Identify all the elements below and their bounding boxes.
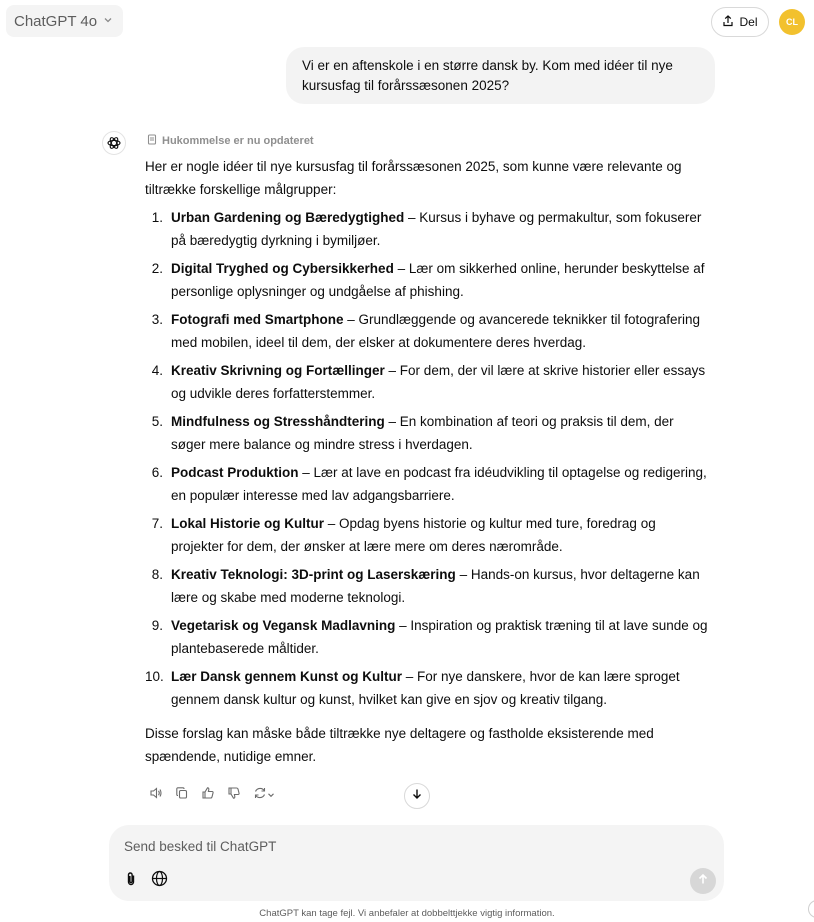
list-number: 10.: [145, 669, 164, 684]
copy-icon: [175, 786, 189, 805]
assistant-message: [145, 156, 710, 768]
list-number: 5.: [151, 414, 163, 429]
regenerate-button[interactable]: [249, 785, 279, 805]
memory-updated-note[interactable]: [147, 134, 314, 148]
message-input-placeholder[interactable]: Send besked til ChatGPT: [124, 839, 277, 854]
item-description: – For nye danskere, hvor de kan lære sproget gennem dansk kultur og kunst, hvilket kan give en sjov og kreativ tilgang.: [171, 669, 680, 707]
share-button[interactable]: [711, 7, 769, 37]
chevron-down-icon: [103, 15, 113, 28]
list-item: [145, 258, 710, 303]
list-number: 8.: [151, 567, 163, 582]
read-aloud-button[interactable]: [145, 785, 167, 805]
share-label: Del: [739, 15, 758, 29]
scroll-to-bottom-button[interactable]: [404, 783, 430, 809]
item-title: Mindfulness og Stresshåndtering: [171, 414, 385, 429]
list-item: [145, 666, 710, 711]
list-number: 3.: [151, 312, 163, 327]
message-composer[interactable]: [109, 825, 724, 901]
list-item: [145, 411, 710, 456]
model-selector[interactable]: [6, 5, 123, 37]
item-description: – Opdag byens historie og kultur med ture, foredrag og projekter for dem, der ønsker at lære mere om deres nærområde.: [171, 516, 656, 554]
item-title: Urban Gardening og Bæredygtighed: [171, 210, 405, 225]
arrow-down-icon: [411, 787, 423, 805]
item-description: – Lær om sikkerhed online, herunder beskyttelse af personlige oplysninger og undgåelse af phishing.: [171, 261, 705, 299]
list-item: [145, 462, 710, 507]
item-description: – Lær at lave en podcast fra idéudvikling til optagelse og redigering, en populær interesse med lav adgangsbarriere.: [171, 465, 707, 503]
list-item: [145, 513, 710, 558]
share-icon: [722, 15, 734, 30]
list-item: [145, 360, 710, 405]
thumbs-down-button[interactable]: [223, 785, 245, 805]
item-description: – Inspiration og praktisk træning til at lave sunde og plantebaserede måltider.: [171, 618, 708, 656]
list-number: 2.: [151, 261, 163, 276]
paperclip-icon: [123, 871, 139, 892]
arrow-up-icon: [697, 872, 709, 890]
message-actions: [145, 785, 279, 805]
thumbs-down-icon: [227, 786, 241, 805]
list-number: 9.: [151, 618, 163, 633]
item-title: Vegetarisk og Vegansk Madlavning: [171, 618, 396, 633]
answer-outro: Disse forslag kan måske både tiltrække nye deltagere og fastholde eksisterende med spændende, nutidige emner.: [145, 726, 654, 764]
list-item: [145, 309, 710, 354]
item-description: – Kursus i byhave og permakultur, som fokuserer på bæredygtig dyrkning i bymiljøer.: [171, 210, 702, 248]
list-item: [145, 615, 710, 660]
thumbs-up-button[interactable]: [197, 785, 219, 805]
list-item: [145, 564, 710, 609]
item-title: Lokal Historie og Kultur: [171, 516, 325, 531]
item-title: Digital Tryghed og Cybersikkerhed: [171, 261, 394, 276]
list-number: 4.: [151, 363, 163, 378]
user-message: Vi er en aftenskole i en større dansk by. Kom med idéer til nye kursusfag til forårssæsonen 2025?: [286, 47, 715, 104]
top-bar: [0, 0, 814, 44]
item-title: Kreativ Teknologi: 3D-print og Laserskæring: [171, 567, 456, 582]
web-search-button[interactable]: [149, 871, 169, 891]
globe-icon: [151, 870, 168, 892]
list-number: 7.: [151, 516, 163, 531]
list-number: 1.: [151, 210, 163, 225]
list-number: 6.: [151, 465, 163, 480]
memory-note-text: Hukommelse er nu opdateret: [162, 135, 314, 147]
course-list: [145, 207, 710, 711]
answer-intro: Her er nogle idéer til nye kursusfag til forårssæsonen 2025, som kunne være relevante og tiltrække forskellige målgrupper:: [145, 159, 682, 197]
list-item: [145, 207, 710, 252]
model-name: ChatGPT 4o: [14, 12, 98, 30]
chatgpt-logo-icon: [102, 131, 126, 155]
thumbs-up-icon: [201, 786, 215, 805]
item-description: – En kombination af teori og praksis til dem, der søger mere balance og mindre stress i hverdagen.: [171, 414, 674, 452]
avatar[interactable]: CL: [779, 9, 805, 35]
item-description: – Grundlæggende og avancerede teknikker til fotografering med mobilen, ideel til dem, der elsker at dokumentere deres hverdag.: [171, 312, 700, 350]
memory-icon: [147, 134, 158, 148]
item-description: – Hands-on kursus, hvor deltagerne kan lære og skabe med moderne teknologi.: [171, 567, 700, 605]
item-title: Lær Dansk gennem Kunst og Kultur: [171, 669, 403, 684]
speaker-icon: [149, 786, 163, 805]
item-title: Kreativ Skrivning og Fortællinger: [171, 363, 385, 378]
item-title: Fotografi med Smartphone: [171, 312, 344, 327]
copy-button[interactable]: [171, 785, 193, 805]
item-title: Podcast Produktion: [171, 465, 299, 480]
refresh-icon: [253, 786, 267, 805]
attach-button[interactable]: [121, 871, 141, 891]
item-description: – For dem, der vil lære at skrive historier eller essays og udvikle deres forfatterstemmer.: [171, 363, 706, 401]
send-button[interactable]: [690, 868, 716, 894]
disclaimer-text: ChatGPT kan tage fejl. Vi anbefaler at dobbelttjekke vigtig information.: [259, 908, 555, 919]
chevron-down-icon: [267, 786, 275, 804]
